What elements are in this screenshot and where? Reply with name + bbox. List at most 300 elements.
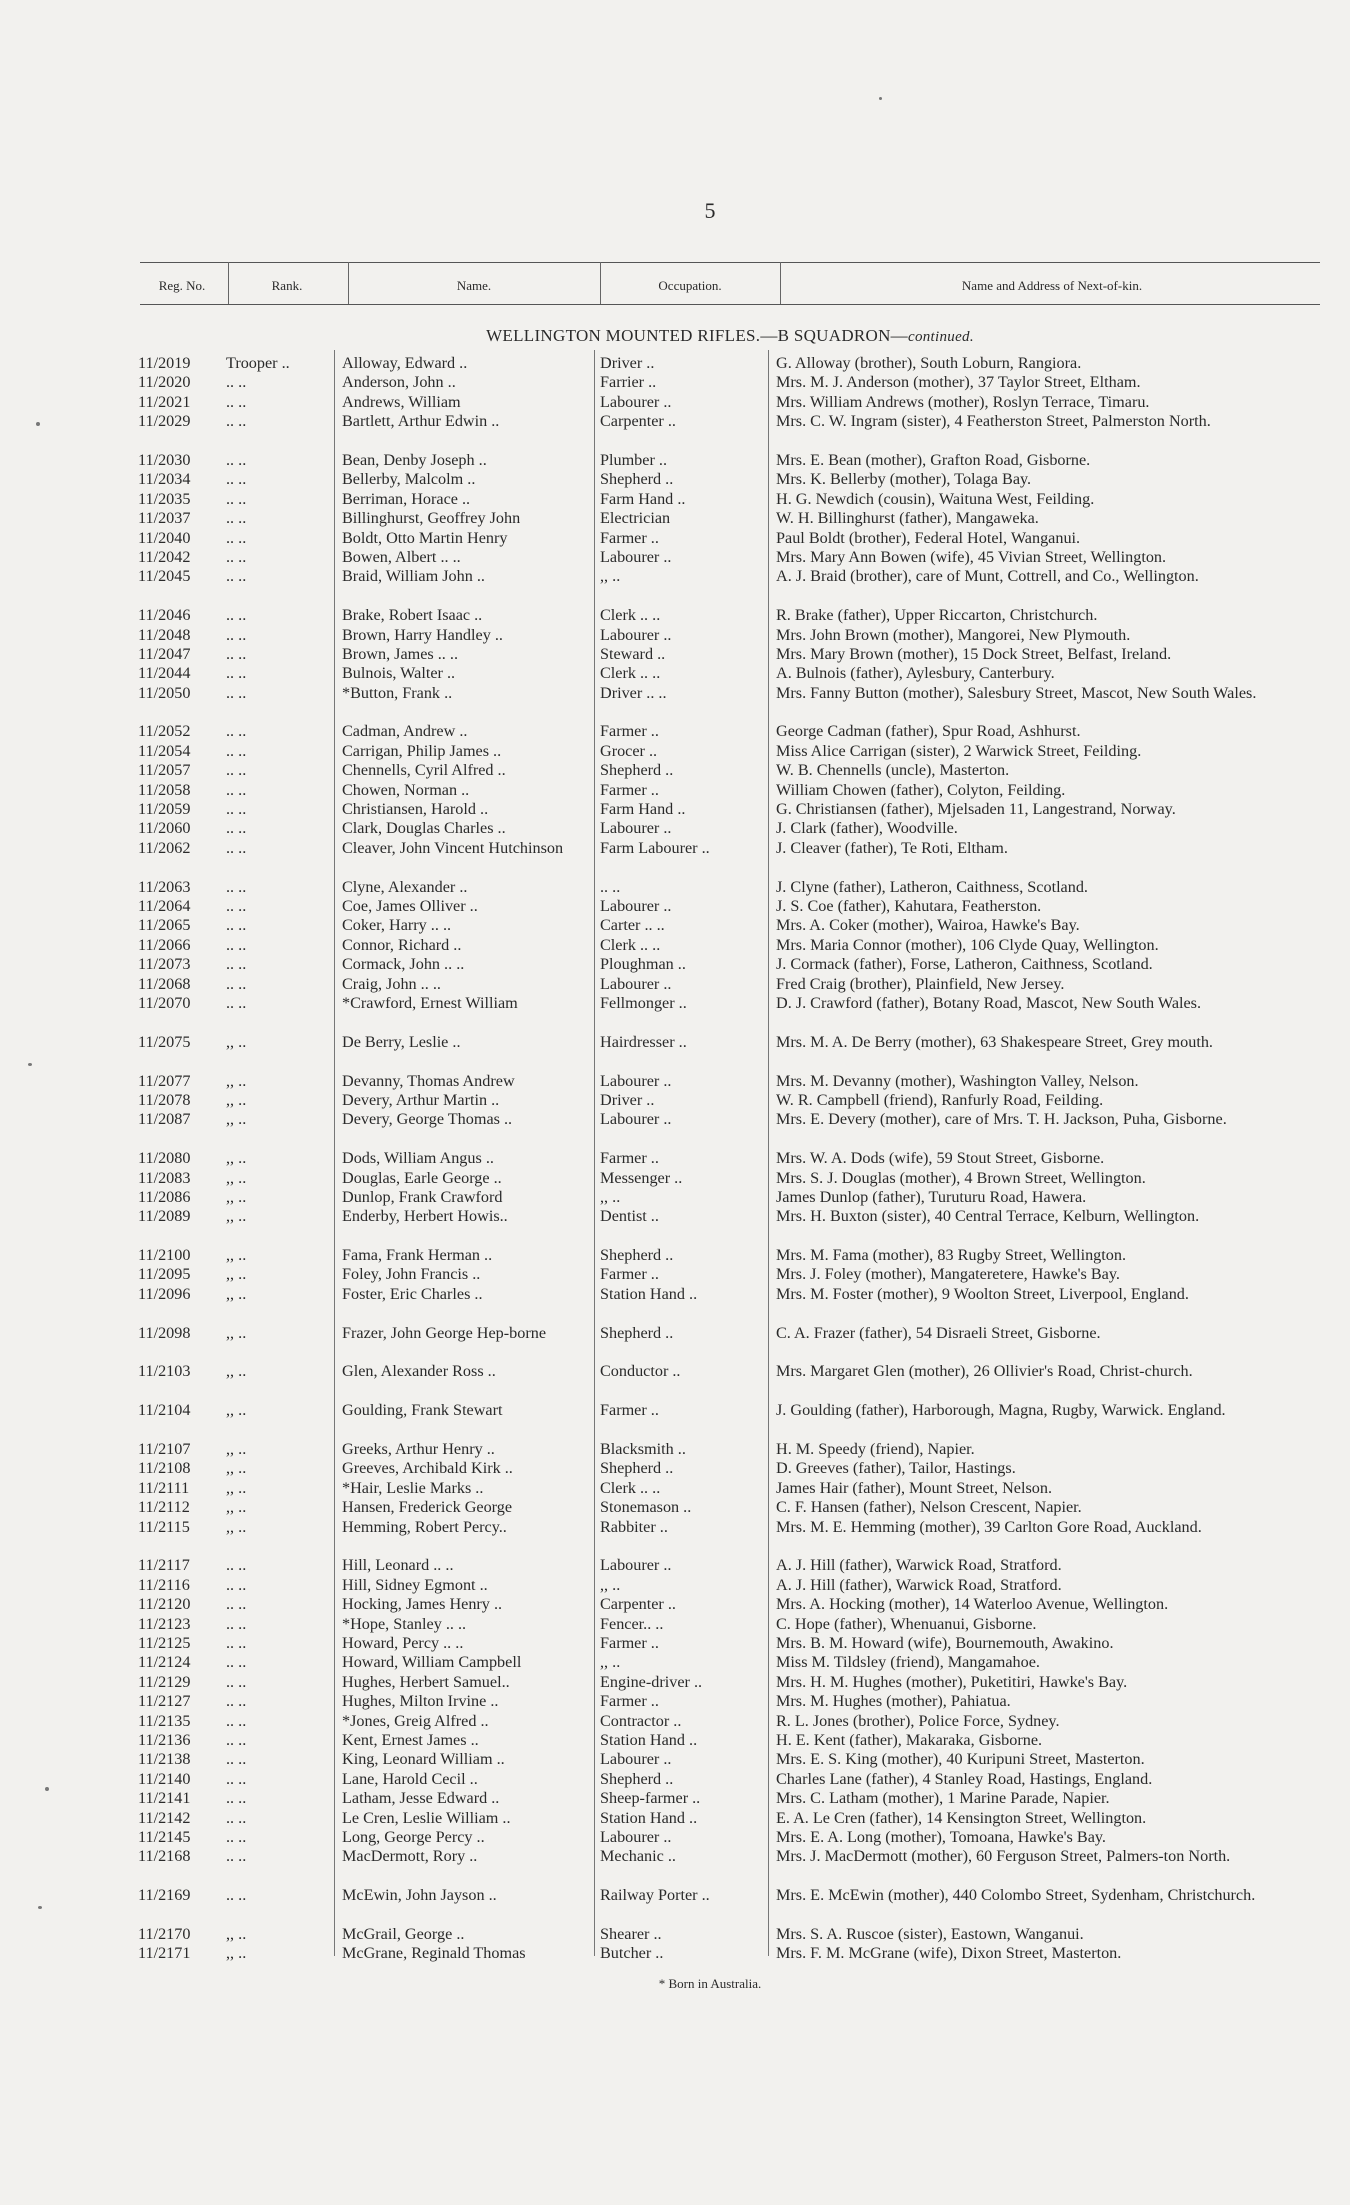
table-row [0, 1440, 1350, 1459]
next-of-kin: E. A. Le Cren (father), 14 Kensington Street, Wellington. [776, 1808, 1147, 1827]
next-of-kin: James Hair (father), Mount Street, Nelson. [776, 1478, 1053, 1497]
next-of-kin: J. Goulding (father), Harborough, Magna, Rugby, Warwick. England. [776, 1401, 1226, 1420]
next-of-kin: Paul Boldt (brother), Federal Hotel, Wanganui. [776, 528, 1081, 547]
table-row [0, 1091, 1350, 1110]
reg-number: 11/2135 [138, 1711, 191, 1730]
soldier-name: Hill, Leonard .. .. [342, 1556, 454, 1575]
occupation: Butcher .. [600, 1944, 664, 1963]
occupation: Mechanic .. [600, 1847, 676, 1866]
occupation: Station Hand .. [600, 1808, 698, 1827]
scan-speck [36, 422, 40, 426]
occupation: Clerk .. .. [600, 935, 661, 954]
reg-number: 11/2047 [138, 644, 191, 663]
soldier-name: Berriman, Horace .. [342, 489, 471, 508]
reg-number: 11/2117 [138, 1556, 190, 1575]
reg-number: 11/2030 [138, 450, 191, 469]
reg-number: 11/2171 [138, 1944, 191, 1963]
next-of-kin: Mrs. H. Buxton (sister), 40 Central Terrace, Kelburn, Wellington. [776, 1207, 1200, 1226]
table-row [0, 819, 1350, 838]
soldier-name: Cormack, John .. .. [342, 955, 465, 974]
rank: .. .. [226, 664, 247, 683]
table-row [0, 1789, 1350, 1808]
next-of-kin: Charles Lane (father), 4 Stanley Road, Hastings, England. [776, 1769, 1153, 1788]
reg-number: 11/2129 [138, 1672, 191, 1691]
reg-number: 11/2080 [138, 1149, 191, 1168]
header-occupation: Occupation. [658, 278, 722, 293]
next-of-kin: Mrs. A. Coker (mother), Wairoa, Hawke's Bay. [776, 916, 1080, 935]
table-row [0, 1169, 1350, 1188]
table-row [0, 1188, 1350, 1207]
rank: ,, .. [226, 1459, 247, 1478]
reg-number: 11/2020 [138, 373, 191, 392]
soldier-name: Clyne, Alexander .. [342, 877, 468, 896]
rank: .. .. [226, 489, 247, 508]
occupation: Labourer .. [600, 547, 672, 566]
table-row [0, 451, 1350, 470]
rank: ,, .. [226, 1498, 247, 1517]
table-row [0, 548, 1350, 567]
reg-number: 11/2145 [138, 1827, 191, 1846]
occupation: Farmer .. [600, 528, 659, 547]
next-of-kin: Mrs. Margaret Glen (mother), 26 Ollivier's Road, Christ-church. [776, 1362, 1193, 1381]
reg-number: 11/2065 [138, 916, 191, 935]
reg-number: 11/2019 [138, 354, 191, 372]
table-row [0, 1110, 1350, 1149]
soldier-name: Craig, John .. .. [342, 974, 441, 993]
reg-number: 11/2059 [138, 800, 191, 819]
table-row [0, 1072, 1350, 1091]
reg-number: 11/2029 [138, 412, 191, 431]
rank: .. .. [226, 412, 247, 431]
next-of-kin: G. Christiansen (father), Mjelsaden 11, Langestrand, Norway. [776, 800, 1176, 819]
rank: .. .. [226, 1614, 247, 1633]
header-rank: Rank. [271, 278, 303, 293]
next-of-kin: J. S. Coe (father), Kahutara, Featherston. [776, 897, 1042, 915]
next-of-kin: A. J. Hill (father), Warwick Road, Stratford. [776, 1575, 1062, 1594]
reg-number: 11/2089 [138, 1207, 191, 1226]
next-of-kin: H. M. Speedy (friend), Napier. [776, 1440, 975, 1459]
rank: ,, .. [226, 1323, 247, 1342]
occupation: Electrician [600, 509, 671, 528]
rank: ,, .. [226, 1362, 247, 1381]
rank: ,, .. [226, 1265, 247, 1284]
reg-number: 11/2060 [138, 819, 191, 838]
occupation: Carter .. .. [600, 916, 665, 935]
soldier-name: *Button, Frank .. [342, 683, 453, 702]
table-row [0, 393, 1350, 412]
soldier-name: Braid, William John .. [342, 567, 485, 586]
occupation: Farmer .. [600, 780, 659, 799]
occupation: Farmer .. [600, 722, 659, 741]
occupation: Farmer .. [600, 1401, 659, 1420]
reg-number: 11/2095 [138, 1265, 191, 1284]
soldier-name: McEwin, John Jayson .. [342, 1886, 497, 1905]
table-row [0, 606, 1350, 625]
next-of-kin: Mrs. Fanny Button (mother), Salesbury Street, Mascot, New South Wales. [776, 683, 1257, 702]
occupation: Driver .. [600, 1090, 655, 1109]
reg-number: 11/2064 [138, 897, 191, 915]
rank: .. .. [226, 625, 247, 644]
reg-number: 11/2062 [138, 838, 191, 857]
rank: ,, .. [226, 1187, 247, 1206]
reg-number: 11/2045 [138, 567, 191, 586]
next-of-kin: G. Alloway (brother), South Loburn, Rangiora. [776, 354, 1082, 372]
reg-number: 11/2104 [138, 1401, 191, 1420]
occupation: Farrier .. [600, 373, 657, 392]
next-of-kin: William Chowen (father), Colyton, Feilding. [776, 780, 1066, 799]
next-of-kin: Mrs. J. MacDermott (mother), 60 Ferguson Street, Palmers-ton North. [776, 1847, 1231, 1866]
next-of-kin: Mrs. H. M. Hughes (mother), Puketitiri, Hawke's Bay. [776, 1672, 1128, 1691]
table-row [0, 684, 1350, 723]
table-row [0, 1033, 1350, 1072]
table-row [0, 567, 1350, 606]
next-of-kin: Mrs. M. Fama (mother), 83 Rugby Street, Wellington. [776, 1246, 1126, 1265]
rank: .. .. [226, 1711, 247, 1730]
rank: .. .. [226, 916, 247, 935]
header-divider [780, 262, 781, 304]
soldier-name: Le Cren, Leslie William .. [342, 1808, 511, 1827]
rank: .. .. [226, 819, 247, 838]
soldier-name: De Berry, Leslie .. [342, 1032, 461, 1051]
rank: ,, .. [226, 1110, 247, 1129]
occupation: Hairdresser .. [600, 1032, 687, 1051]
table-row [0, 1770, 1350, 1789]
occupation: Clerk .. .. [600, 606, 661, 625]
next-of-kin: D. Greeves (father), Tailor, Hastings. [776, 1459, 1016, 1478]
soldier-name: Alloway, Edward .. [342, 354, 468, 372]
header-divider [600, 262, 601, 304]
next-of-kin: Mrs. E. S. King (mother), 40 Kuripuni Street, Masterton. [776, 1750, 1145, 1769]
rank: .. .. [226, 1808, 247, 1827]
rank: ,, .. [226, 1207, 247, 1226]
header-divider [228, 262, 229, 304]
next-of-kin: Mrs. William Andrews (mother), Roslyn Terrace, Timaru. [776, 392, 1150, 411]
occupation: Messenger .. [600, 1168, 683, 1187]
occupation: ,, .. [600, 1187, 621, 1206]
rank: .. .. [226, 1692, 247, 1711]
table-row [0, 761, 1350, 780]
soldier-name: Long, George Percy .. [342, 1827, 485, 1846]
header-bottom-rule [140, 304, 1320, 305]
table-row [0, 955, 1350, 974]
reg-number: 11/2100 [138, 1246, 191, 1265]
reg-number: 11/2170 [138, 1924, 191, 1943]
rank: .. .. [226, 1789, 247, 1808]
occupation: Farmer .. [600, 1633, 659, 1652]
occupation: Shepherd .. [600, 470, 674, 489]
rank: ,, .. [226, 1284, 247, 1303]
table-row [0, 1595, 1350, 1614]
table-row [0, 722, 1350, 741]
next-of-kin: Mrs. Maria Connor (mother), 106 Clyde Quay, Wellington. [776, 935, 1159, 954]
reg-number: 11/2141 [138, 1789, 191, 1808]
rank: .. .. [226, 1847, 247, 1866]
rank: .. .. [226, 528, 247, 547]
occupation: Farmer .. [600, 1265, 659, 1284]
occupation: Ploughman .. [600, 955, 686, 974]
next-of-kin: Mrs. Mary Ann Bowen (wife), 45 Vivian Street, Wellington. [776, 547, 1167, 566]
reg-number: 11/2108 [138, 1459, 191, 1478]
reg-number: 11/2034 [138, 470, 191, 489]
table-row [0, 490, 1350, 509]
rank: .. .. [226, 644, 247, 663]
occupation: Labourer .. [600, 1071, 672, 1090]
table-row [0, 1615, 1350, 1634]
occupation: Driver .. [600, 354, 655, 372]
table-row [0, 664, 1350, 683]
occupation: Labourer .. [600, 819, 672, 838]
next-of-kin: J. Cleaver (father), Te Roti, Eltham. [776, 838, 1008, 857]
reg-number: 11/2066 [138, 935, 191, 954]
rank: .. .. [226, 838, 247, 857]
next-of-kin: W. R. Campbell (friend), Ranfurly Road, Feilding. [776, 1090, 1104, 1109]
reg-number: 11/2052 [138, 722, 191, 741]
occupation: Clerk .. .. [600, 1478, 661, 1497]
rank: ,, .. [226, 1168, 247, 1187]
table-row [0, 626, 1350, 645]
header-name: Name. [456, 278, 492, 293]
table-row [0, 1944, 1350, 1963]
rank: ,, .. [226, 1440, 247, 1459]
reg-number: 11/2142 [138, 1808, 191, 1827]
next-of-kin: Mrs. E. A. Long (mother), Tomoana, Hawke's Bay. [776, 1827, 1106, 1846]
occupation: Station Hand .. [600, 1730, 698, 1749]
table-row [0, 1556, 1350, 1575]
occupation: Conductor .. [600, 1362, 681, 1381]
rank: ,, .. [226, 1090, 247, 1109]
occupation: Railway Porter .. [600, 1886, 710, 1905]
rank: .. .. [226, 974, 247, 993]
scan-speck [28, 1063, 32, 1066]
next-of-kin: H. E. Kent (father), Makaraka, Gisborne. [776, 1730, 1043, 1749]
soldier-name: Fama, Frank Herman .. [342, 1246, 493, 1265]
reg-number: 11/2070 [138, 993, 191, 1012]
soldier-name: *Jones, Greig Alfred .. [342, 1711, 489, 1730]
table-row [0, 1149, 1350, 1168]
soldier-name: Bartlett, Arthur Edwin .. [342, 412, 500, 431]
table-row [0, 529, 1350, 548]
soldier-name: McGrane, Reginald Thomas [342, 1944, 526, 1963]
occupation: Labourer .. [600, 897, 672, 915]
next-of-kin: C. A. Frazer (father), 54 Disraeli Street, Gisborne. [776, 1323, 1101, 1342]
table-row [0, 878, 1350, 897]
rank: ,, .. [226, 1517, 247, 1536]
next-of-kin: R. L. Jones (brother), Police Force, Sydney. [776, 1711, 1060, 1730]
occupation: Blacksmith .. [600, 1440, 686, 1459]
table-row [0, 1653, 1350, 1672]
rank: .. .. [226, 470, 247, 489]
rank: .. .. [226, 1633, 247, 1652]
soldier-name: Foley, John Francis .. [342, 1265, 481, 1284]
next-of-kin: Mrs. F. M. McGrane (wife), Dixon Street, Masterton. [776, 1944, 1122, 1963]
soldier-name: Howard, Percy .. .. [342, 1633, 464, 1652]
reg-number: 11/2042 [138, 547, 191, 566]
occupation: Dentist .. [600, 1207, 659, 1226]
occupation: Shepherd .. [600, 1323, 674, 1342]
occupation: Carpenter .. [600, 1595, 676, 1614]
rank: .. .. [226, 1672, 247, 1691]
next-of-kin: A. J. Hill (father), Warwick Road, Stratford. [776, 1556, 1062, 1575]
table-row [0, 1692, 1350, 1711]
reg-number: 11/2050 [138, 683, 191, 702]
next-of-kin: Mrs. C. Latham (mother), 1 Marine Parade, Napier. [776, 1789, 1110, 1808]
rank: Trooper .. [226, 354, 290, 372]
reg-number: 11/2048 [138, 625, 191, 644]
occupation: Shearer .. [600, 1924, 662, 1943]
soldier-name: Cleaver, John Vincent Hutchinson [342, 838, 564, 857]
occupation: Labourer .. [600, 974, 672, 993]
next-of-kin: H. G. Newdich (cousin), Waituna West, Feilding. [776, 489, 1095, 508]
soldier-name: *Crawford, Ernest William [342, 993, 518, 1012]
soldier-name: *Hope, Stanley .. .. [342, 1614, 467, 1633]
soldier-name: Brown, Harry Handley .. [342, 625, 503, 644]
occupation: ,, .. [600, 1575, 621, 1594]
occupation: ,, .. [600, 1653, 621, 1672]
reg-number: 11/2077 [138, 1071, 191, 1090]
rank: .. .. [226, 761, 247, 780]
table-row [0, 1246, 1350, 1265]
occupation: Farm Hand .. [600, 800, 686, 819]
rank: .. .. [226, 567, 247, 586]
occupation: Shepherd .. [600, 1459, 674, 1478]
next-of-kin: A. Bulnois (father), Aylesbury, Canterbury. [776, 664, 1055, 683]
reg-number: 11/2044 [138, 664, 191, 683]
next-of-kin: J. Clyne (father), Latheron, Caithness, Scotland. [776, 877, 1088, 896]
table-row [0, 470, 1350, 489]
next-of-kin: Mrs. John Brown (mother), Mangorei, New Plymouth. [776, 625, 1131, 644]
occupation: Fencer.. .. [600, 1614, 664, 1633]
next-of-kin: J. Cormack (father), Forse, Latheron, Caithness, Scotland. [776, 955, 1153, 974]
next-of-kin: Mrs. M. Foster (mother), 9 Woolton Street, Liverpool, England. [776, 1284, 1189, 1303]
rank: .. .. [226, 1769, 247, 1788]
footnote: * Born in Australia. [658, 1976, 762, 1991]
rank: .. .. [226, 722, 247, 741]
reg-number: 11/2040 [138, 528, 191, 547]
soldier-name: Hill, Sidney Egmont .. [342, 1575, 488, 1594]
next-of-kin: Mrs. W. A. Dods (wife), 59 Stout Street, Gisborne. [776, 1149, 1105, 1168]
soldier-name: Brown, James .. .. [342, 644, 458, 663]
reg-number: 11/2127 [138, 1692, 191, 1711]
soldier-name: Coker, Harry .. .. [342, 916, 452, 935]
soldier-name: Greeks, Arthur Henry .. [342, 1440, 495, 1459]
table-header [140, 262, 1320, 304]
rank: .. .. [226, 993, 247, 1012]
next-of-kin: Mrs. J. Foley (mother), Mangateretere, Hawke's Bay. [776, 1265, 1120, 1284]
rank: .. .. [226, 1575, 247, 1594]
occupation: Station Hand .. [600, 1284, 698, 1303]
reg-number: 11/2037 [138, 509, 191, 528]
next-of-kin: Mrs. E. McEwin (mother), 440 Colombo Street, Sydenham, Christchurch. [776, 1886, 1256, 1905]
soldier-name: Connor, Richard .. [342, 935, 462, 954]
rank: .. .. [226, 955, 247, 974]
next-of-kin: Mrs. C. W. Ingram (sister), 4 Featherston Street, Palmerston North. [776, 412, 1211, 431]
rank: .. .. [226, 450, 247, 469]
table-row [0, 781, 1350, 800]
occupation: Farm Hand .. [600, 489, 686, 508]
table-row [0, 839, 1350, 878]
reg-number: 11/2111 [138, 1478, 190, 1497]
occupation: Clerk .. .. [600, 664, 661, 683]
rank: ,, .. [226, 1478, 247, 1497]
soldier-name: McGrail, George .. [342, 1924, 465, 1943]
next-of-kin: Mrs. M. E. Hemming (mother), 39 Carlton Gore Road, Auckland. [776, 1517, 1202, 1536]
occupation: Engine-driver .. [600, 1672, 703, 1691]
rank: .. .. [226, 935, 247, 954]
next-of-kin: R. Brake (father), Upper Riccarton, Christchurch. [776, 606, 1098, 625]
occupation: Fellmonger .. [600, 993, 687, 1012]
soldier-name: Bellerby, Malcolm .. [342, 470, 476, 489]
table-row [0, 800, 1350, 819]
page-number: 5 [704, 198, 716, 223]
roll-table [0, 354, 1350, 1964]
rank: ,, .. [226, 1071, 247, 1090]
reg-number: 11/2098 [138, 1323, 191, 1342]
reg-number: 11/2107 [138, 1440, 191, 1459]
occupation: Labourer .. [600, 1110, 672, 1129]
occupation: Contractor .. [600, 1711, 682, 1730]
table-row [0, 1634, 1350, 1653]
next-of-kin: Miss Alice Carrigan (sister), 2 Warwick Street, Feilding. [776, 741, 1142, 760]
table-row [0, 1576, 1350, 1595]
reg-number: 11/2057 [138, 761, 191, 780]
occupation: Steward .. [600, 644, 666, 663]
scan-speck [45, 1787, 49, 1791]
occupation: Grocer .. [600, 741, 658, 760]
soldier-name: Hughes, Milton Irvine .. [342, 1692, 499, 1711]
reg-number: 11/2078 [138, 1090, 191, 1109]
next-of-kin: Mrs. Mary Brown (mother), 15 Dock Street, Belfast, Ireland. [776, 644, 1172, 663]
reg-number: 11/2125 [138, 1633, 191, 1652]
table-row [0, 1886, 1350, 1925]
soldier-name: Douglas, Earle George .. [342, 1168, 502, 1187]
table-row [0, 1362, 1350, 1401]
occupation: Stonemason .. [600, 1498, 692, 1517]
header-divider [348, 262, 349, 304]
table-row [0, 1459, 1350, 1478]
rank: .. .. [226, 1556, 247, 1575]
soldier-name: Bowen, Albert .. .. [342, 547, 461, 566]
rank: .. .. [226, 800, 247, 819]
occupation: ,, .. [600, 567, 621, 586]
rank: .. .. [226, 392, 247, 411]
table-row [0, 1498, 1350, 1517]
reg-number: 11/2112 [138, 1498, 190, 1517]
reg-number: 11/2075 [138, 1032, 191, 1051]
rank: .. .. [226, 741, 247, 760]
soldier-name: Coe, James Olliver .. [342, 897, 478, 915]
occupation: Shepherd .. [600, 1769, 674, 1788]
next-of-kin: D. J. Crawford (father), Botany Road, Mascot, New South Wales. [776, 993, 1202, 1012]
scan-speck [38, 1906, 42, 1909]
occupation: Farm Labourer .. [600, 838, 710, 857]
soldier-name: Andrews, William [342, 392, 461, 411]
next-of-kin: C. F. Hansen (father), Nelson Crescent, Napier. [776, 1498, 1082, 1517]
table-row [0, 1479, 1350, 1498]
next-of-kin: W. B. Chennells (uncle), Masterton. [776, 761, 1010, 780]
soldier-name: Latham, Jesse Edward .. [342, 1789, 500, 1808]
next-of-kin: W. H. Billinghurst (father), Mangaweka. [776, 509, 1039, 528]
reg-number: 11/2096 [138, 1284, 191, 1303]
reg-number: 11/2068 [138, 974, 191, 993]
table-row [0, 994, 1350, 1033]
occupation: Shepherd .. [600, 761, 674, 780]
table-row [0, 936, 1350, 955]
rank: ,, .. [226, 1944, 247, 1963]
occupation: Carpenter .. [600, 412, 676, 431]
reg-number: 11/2116 [138, 1575, 190, 1594]
soldier-name: MacDermott, Rory .. [342, 1847, 478, 1866]
soldier-name: Christiansen, Harold .. [342, 800, 489, 819]
